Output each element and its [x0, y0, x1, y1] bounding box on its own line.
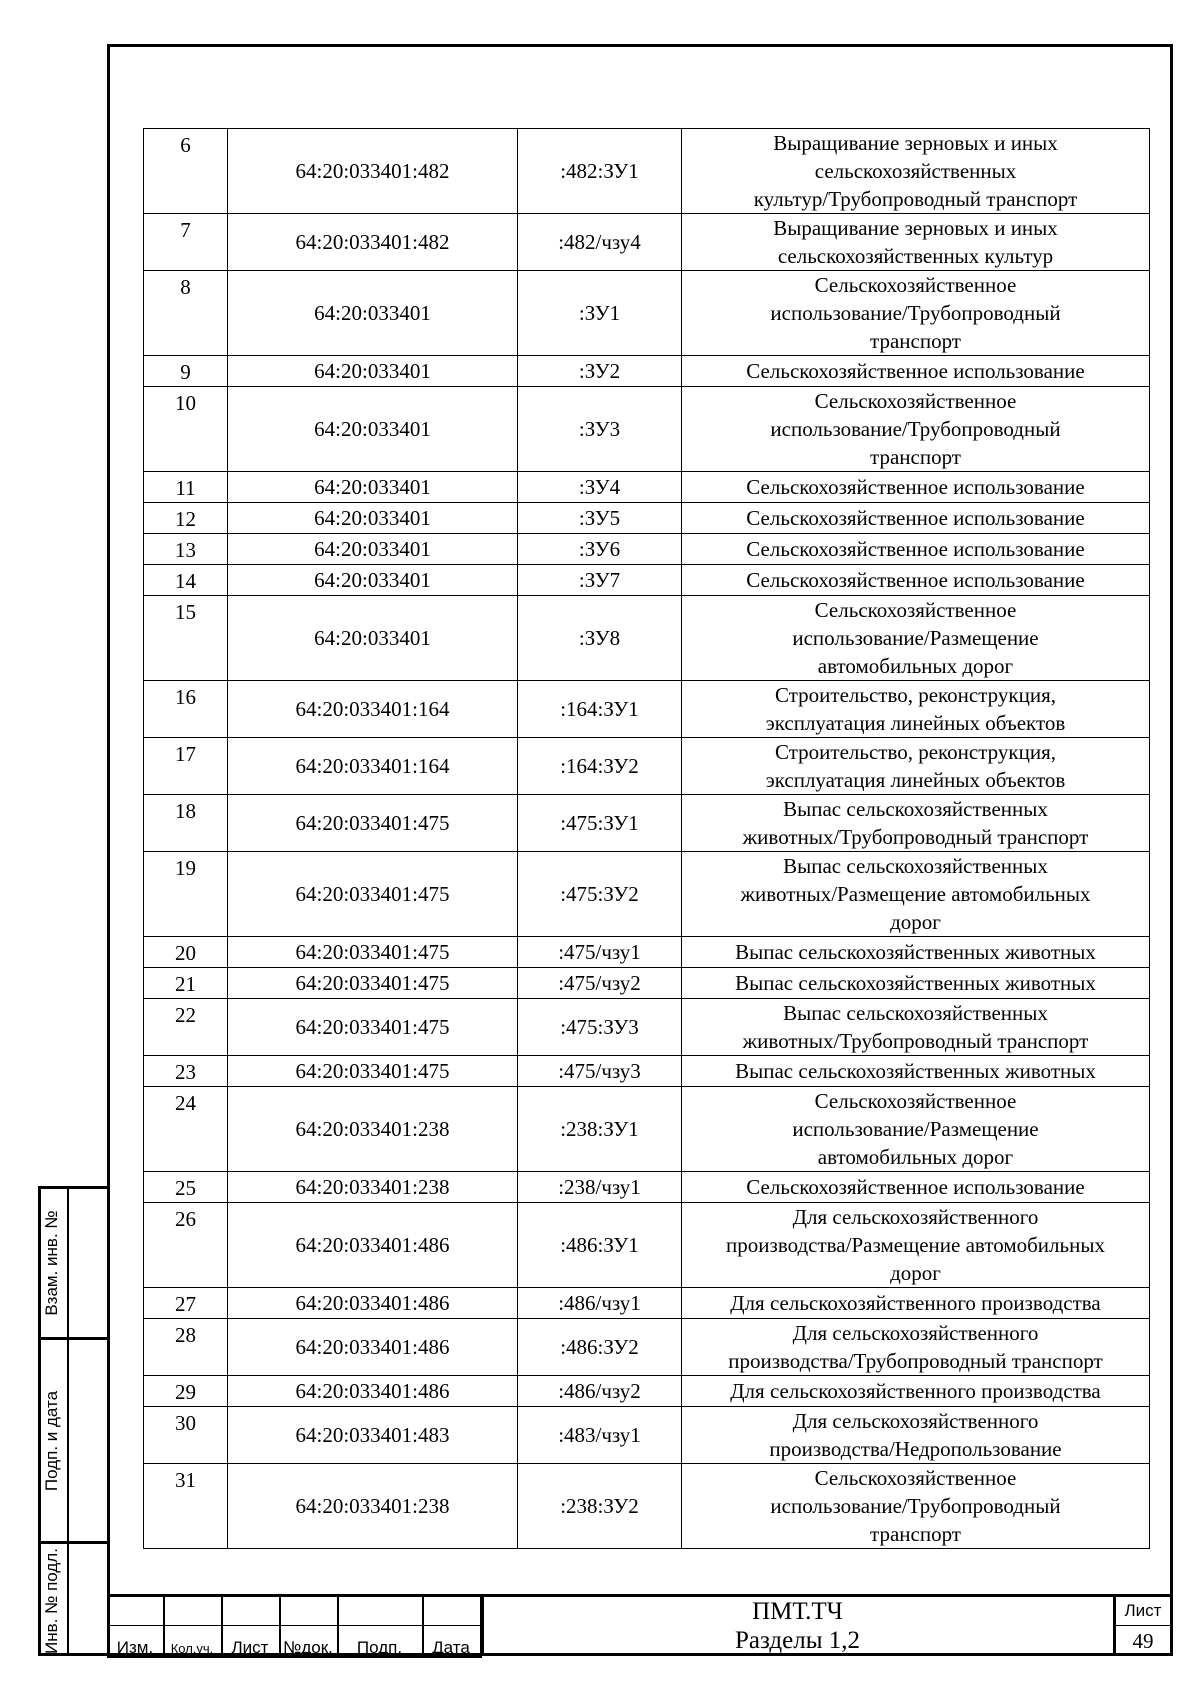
permitted-use-line: Выращивание зерновых и иных [773, 131, 1058, 155]
table-row [144, 1056, 1150, 1087]
table-row [144, 1172, 1150, 1203]
row-number-cell: 15 [144, 596, 228, 681]
kol-uch-label: Кол.уч. [170, 1641, 214, 1656]
vzam-inv-label: Взам. инв. № [42, 1210, 61, 1316]
permitted-use-line: Для сельскохозяйственного производства [730, 1379, 1101, 1403]
plot-designation-cell: :ЗУ3 [518, 387, 682, 472]
cadastral-number-cell: 64:20:033401:486 [228, 1376, 518, 1407]
table-row [144, 738, 1150, 795]
permitted-use-line: Строительство, реконструкция, [775, 740, 1056, 764]
table-row [144, 937, 1150, 968]
inv-podl-label: Инв. № подл. [42, 1548, 61, 1654]
table-row [144, 214, 1150, 271]
table-body [144, 129, 1150, 1549]
cadastral-number-cell: 64:20:033401:486 [228, 1203, 518, 1288]
permitted-use-line: автомобильных дорог [817, 654, 1014, 678]
side-strip [38, 1186, 107, 1656]
plot-designation-cell: :ЗУ7 [518, 565, 682, 596]
cadastral-number-cell: 64:20:033401 [228, 387, 518, 472]
plot-designation-cell: :483/чзу1 [518, 1407, 682, 1464]
table-row [144, 1087, 1150, 1172]
row-number-cell: 27 [144, 1288, 228, 1319]
plot-designation-cell: :486:ЗУ1 [518, 1203, 682, 1288]
plot-designation-cell: :486:ЗУ2 [518, 1319, 682, 1376]
plot-designation-cell: :ЗУ1 [518, 271, 682, 356]
ndok-label: №док. [283, 1638, 333, 1657]
permitted-use-cell [682, 1087, 1150, 1172]
permitted-use-line: транспорт [870, 445, 961, 469]
row-number-cell: 18 [144, 795, 228, 852]
podp-label: Подп. [356, 1638, 403, 1657]
plot-designation-cell: :238:ЗУ2 [518, 1464, 682, 1549]
permitted-use-line: Выпас сельскохозяйственных животных [735, 940, 1096, 964]
permitted-use-cell [682, 356, 1150, 387]
permitted-use-line: использование/Размещение [792, 1117, 1039, 1141]
plot-designation-cell: :475:ЗУ3 [518, 999, 682, 1056]
plot-designation-cell: :ЗУ2 [518, 356, 682, 387]
table-row [144, 681, 1150, 738]
row-number-cell: 20 [144, 937, 228, 968]
permitted-use-line: производства/Трубопроводный транспорт [728, 1349, 1103, 1373]
cadastral-number-cell: 64:20:033401:238 [228, 1087, 518, 1172]
stamp-row-line [1113, 1625, 1173, 1626]
cadastral-number-cell: 64:20:033401 [228, 534, 518, 565]
title-block [107, 1594, 1173, 1656]
row-number-cell: 16 [144, 681, 228, 738]
permitted-use-cell [682, 795, 1150, 852]
plot-designation-cell: :475/чзу2 [518, 968, 682, 999]
cadastral-number-cell: 64:20:033401:475 [228, 852, 518, 937]
permitted-use-cell [682, 968, 1150, 999]
plot-designation-cell: :ЗУ8 [518, 596, 682, 681]
table-row [144, 795, 1150, 852]
cadastral-number-cell: 64:20:033401:238 [228, 1464, 518, 1549]
izm-label: Изм. [116, 1638, 154, 1657]
permitted-use-cell [682, 738, 1150, 795]
permitted-use-line: Сельскохозяйственное использование [746, 475, 1085, 499]
row-number-cell: 28 [144, 1319, 228, 1376]
row-number-cell: 19 [144, 852, 228, 937]
permitted-use-cell [682, 271, 1150, 356]
table-row [144, 534, 1150, 565]
row-number-cell: 17 [144, 738, 228, 795]
permitted-use-line: использование/Трубопроводный [770, 1494, 1061, 1518]
permitted-use-line: сельскохозяйственных [814, 159, 1017, 183]
permitted-use-line: Сельскохозяйственное [814, 598, 1017, 622]
cadastral-number-cell: 64:20:033401 [228, 565, 518, 596]
permitted-use-cell [682, 1056, 1150, 1087]
table-row [144, 1319, 1150, 1376]
permitted-use-cell [682, 1464, 1150, 1549]
permitted-use-line: Сельскохозяйственное использование [746, 537, 1085, 561]
cadastral-number-cell: 64:20:033401:482 [228, 214, 518, 271]
permitted-use-line: использование/Трубопроводный [770, 417, 1061, 441]
permitted-use-line: автомобильных дорог [817, 1145, 1014, 1169]
permitted-use-line: Выпас сельскохозяйственных [783, 797, 1048, 821]
cadastral-number-cell: 64:20:033401:482 [228, 129, 518, 214]
permitted-use-cell [682, 472, 1150, 503]
table-row [144, 852, 1150, 937]
table-row [144, 596, 1150, 681]
permitted-use-line: Выпас сельскохозяйственных [783, 854, 1048, 878]
cadastral-number-cell: 64:20:033401:483 [228, 1407, 518, 1464]
plot-designation-cell: :475:ЗУ2 [518, 852, 682, 937]
plot-designation-cell: :486/чзу1 [518, 1288, 682, 1319]
row-number-cell: 25 [144, 1172, 228, 1203]
table-row [144, 387, 1150, 472]
sheet-number: 49 [1132, 1629, 1154, 1653]
row-number-cell: 13 [144, 534, 228, 565]
plot-designation-cell: :164:ЗУ2 [518, 738, 682, 795]
plot-designation-cell: :ЗУ4 [518, 472, 682, 503]
cadastral-number-cell: 64:20:033401 [228, 596, 518, 681]
table-row [144, 1376, 1150, 1407]
permitted-use-line: Для сельскохозяйственного [792, 1205, 1039, 1229]
cadastral-number-cell: 64:20:033401 [228, 356, 518, 387]
permitted-use-line: эксплуатация линейных объектов [765, 711, 1066, 735]
permitted-use-cell [682, 1407, 1150, 1464]
permitted-use-line: Выпас сельскохозяйственных [783, 1001, 1048, 1025]
permitted-use-cell [682, 1319, 1150, 1376]
permitted-use-line: Сельскохозяйственное [814, 273, 1017, 297]
permitted-use-line: Для сельскохозяйственного производства [730, 1291, 1101, 1315]
row-number-cell: 29 [144, 1376, 228, 1407]
permitted-use-line: сельскохозяйственных культур [777, 244, 1054, 268]
permitted-use-cell [682, 387, 1150, 472]
permitted-use-cell [682, 565, 1150, 596]
row-number-cell: 9 [144, 356, 228, 387]
permitted-use-line: животных/Трубопроводный транспорт [742, 1029, 1089, 1053]
permitted-use-cell [682, 1203, 1150, 1288]
permitted-use-line: Сельскохозяйственное использование [746, 506, 1085, 530]
permitted-use-line: Сельскохозяйственное [814, 389, 1017, 413]
document-title: Разделы 1,2 [734, 1627, 860, 1654]
podp-data-label: Подп. и дата [42, 1390, 61, 1492]
permitted-use-line: Для сельскохозяйственного [792, 1409, 1039, 1433]
permitted-use-line: использование/Размещение [792, 626, 1039, 650]
permitted-use-line: дорог [890, 910, 941, 934]
table-row [144, 472, 1150, 503]
data-label: Дата [432, 1638, 470, 1657]
permitted-use-line: животных/Размещение автомобильных [740, 882, 1091, 906]
table-row [144, 1288, 1150, 1319]
cadastral-number-cell: 64:20:033401:475 [228, 968, 518, 999]
permitted-use-line: эксплуатация линейных объектов [765, 768, 1066, 792]
document-code: ПМТ.ТЧ [752, 1598, 843, 1625]
permitted-use-line: использование/Трубопроводный [770, 301, 1061, 325]
cadastral-number-cell: 64:20:033401:475 [228, 1056, 518, 1087]
cadastral-number-cell: 64:20:033401:475 [228, 795, 518, 852]
table-row [144, 503, 1150, 534]
cadastral-number-cell: 64:20:033401 [228, 271, 518, 356]
permitted-use-line: Сельскохозяйственное [814, 1089, 1017, 1113]
permitted-use-cell [682, 1288, 1150, 1319]
table-row [144, 1203, 1150, 1288]
row-number-cell: 23 [144, 1056, 228, 1087]
land-plots-table [143, 128, 1150, 1549]
table-row [144, 129, 1150, 214]
permitted-use-line: дорог [890, 1261, 941, 1285]
permitted-use-line: культур/Трубопроводный транспорт [753, 187, 1078, 211]
permitted-use-cell [682, 937, 1150, 968]
permitted-use-line: производства/Недропользование [769, 1437, 1062, 1461]
permitted-use-cell [682, 852, 1150, 937]
row-number-cell: 7 [144, 214, 228, 271]
permitted-use-cell [682, 534, 1150, 565]
plot-designation-cell: :475:ЗУ1 [518, 795, 682, 852]
plot-designation-cell: :482/чзу4 [518, 214, 682, 271]
cadastral-number-cell: 64:20:033401:475 [228, 937, 518, 968]
permitted-use-line: Выращивание зерновых и иных [773, 216, 1058, 240]
sheet-label: Лист [1124, 1601, 1162, 1620]
permitted-use-cell [682, 503, 1150, 534]
table-row [144, 1407, 1150, 1464]
table-row [144, 565, 1150, 596]
table-row [144, 968, 1150, 999]
permitted-use-cell [682, 681, 1150, 738]
plot-designation-cell: :164:ЗУ1 [518, 681, 682, 738]
permitted-use-line: Для сельскохозяйственного [792, 1321, 1039, 1345]
row-number-cell: 30 [144, 1407, 228, 1464]
row-number-cell: 21 [144, 968, 228, 999]
plot-designation-cell: :ЗУ5 [518, 503, 682, 534]
permitted-use-line: Выпас сельскохозяйственных животных [735, 971, 1096, 995]
permitted-use-cell [682, 1172, 1150, 1203]
permitted-use-line: животных/Трубопроводный транспорт [742, 825, 1089, 849]
row-number-cell: 26 [144, 1203, 228, 1288]
row-number-cell: 6 [144, 129, 228, 214]
table-row [144, 356, 1150, 387]
permitted-use-line: производства/Размещение автомобильных [726, 1233, 1105, 1257]
permitted-use-cell [682, 129, 1150, 214]
cadastral-number-cell: 64:20:033401:238 [228, 1172, 518, 1203]
permitted-use-line: Сельскохозяйственное использование [746, 568, 1085, 592]
permitted-use-cell [682, 1376, 1150, 1407]
stamp-row-line [107, 1625, 482, 1626]
permitted-use-cell [682, 214, 1150, 271]
table-row [144, 999, 1150, 1056]
cadastral-number-cell: 64:20:033401:475 [228, 999, 518, 1056]
cadastral-number-cell: 64:20:033401 [228, 472, 518, 503]
cadastral-number-cell: 64:20:033401:486 [228, 1288, 518, 1319]
row-number-cell: 8 [144, 271, 228, 356]
plot-designation-cell: :ЗУ6 [518, 534, 682, 565]
plot-designation-cell: :482:ЗУ1 [518, 129, 682, 214]
plot-designation-cell: :238:ЗУ1 [518, 1087, 682, 1172]
row-number-cell: 11 [144, 472, 228, 503]
plot-designation-cell: :238/чзу1 [518, 1172, 682, 1203]
table-row [144, 271, 1150, 356]
permitted-use-line: Строительство, реконструкция, [775, 683, 1056, 707]
permitted-use-line: транспорт [870, 1522, 961, 1546]
cadastral-number-cell: 64:20:033401:164 [228, 681, 518, 738]
row-number-cell: 14 [144, 565, 228, 596]
plot-designation-cell: :475/чзу1 [518, 937, 682, 968]
permitted-use-line: транспорт [870, 329, 961, 353]
row-number-cell: 10 [144, 387, 228, 472]
plot-designation-cell: :475/чзу3 [518, 1056, 682, 1087]
permitted-use-line: Выпас сельскохозяйственных животных [735, 1059, 1096, 1083]
list-label: Лист [231, 1638, 269, 1657]
cadastral-number-cell: 64:20:033401 [228, 503, 518, 534]
row-number-cell: 24 [144, 1087, 228, 1172]
row-number-cell: 22 [144, 999, 228, 1056]
row-number-cell: 31 [144, 1464, 228, 1549]
permitted-use-line: Сельскохозяйственное [814, 1466, 1017, 1490]
row-number-cell: 12 [144, 503, 228, 534]
table-row [144, 1464, 1150, 1549]
permitted-use-line: Сельскохозяйственное использование [746, 1175, 1085, 1199]
cadastral-number-cell: 64:20:033401:486 [228, 1319, 518, 1376]
permitted-use-cell [682, 999, 1150, 1056]
plot-designation-cell: :486/чзу2 [518, 1376, 682, 1407]
permitted-use-cell [682, 596, 1150, 681]
permitted-use-line: Сельскохозяйственное использование [746, 359, 1085, 383]
cadastral-number-cell: 64:20:033401:164 [228, 738, 518, 795]
